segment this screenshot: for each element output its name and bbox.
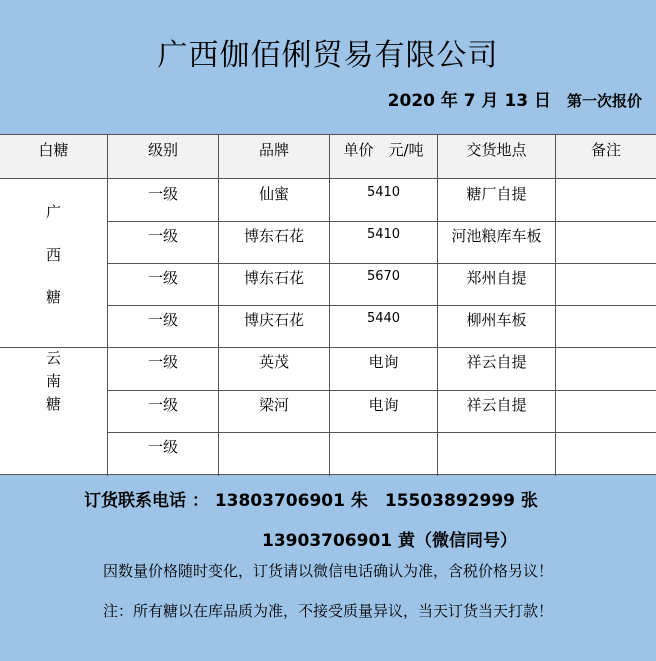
row-2-grade: 一级 [147,227,178,245]
quote-round: 第一次报价 [566,92,642,110]
row-1-place: 糖厂自提 [466,185,527,203]
row-2-place: 河池粮库车板 [451,227,542,245]
quote-dateline [388,86,642,111]
row-6-place: 祥云自提 [466,396,527,414]
row-4-grade: 一级 [147,311,178,329]
row-1-brand: 仙蜜 [258,185,289,203]
row-6-grade: 一级 [147,396,178,414]
row-3-brand: 博东石花 [243,269,304,287]
row-6-brand: 梁河 [258,396,289,414]
table-header [0,135,656,179]
price-table [0,134,656,475]
contact-phone-wechat: 13903706901 黄（微信同号） [262,531,518,551]
row-5-place: 祥云自提 [466,353,527,371]
header [0,0,656,134]
group-yunnan-char-3: 糖 [45,395,61,413]
col-remark: 备注 [590,141,621,159]
row-3-grade: 一级 [147,269,178,287]
col-grade: 级别 [147,141,178,159]
row-4-price: 5440 [366,311,401,326]
row-7-grade: 一级 [147,438,178,456]
group-guangxi-char-2: 西 [45,246,61,264]
row-5-brand: 英茂 [258,353,289,371]
row-3-price: 5670 [366,269,401,284]
quality-notice: 注：所有糖以在库品质为准，不接受质量异议，当天订货当天打款！ [102,602,553,620]
contact-phones: 订货联系电话 ： 13803706901 朱 15503892999 张 [84,491,538,511]
price-notice: 因数量价格随时变化，订货请以微信电话确认为准，含税价格另议！ [102,562,553,580]
col-price: 单价 元/吨 [343,141,424,159]
row-5-price: 电询 [368,353,399,371]
group-guangxi-char-1: 广 [45,203,61,221]
col-brand: 品牌 [258,141,289,159]
row-2-price: 5410 [366,227,401,242]
row-4-place: 柳州车板 [466,311,527,329]
row-3-place: 郑州自提 [466,269,527,287]
group-yunnan-char-1: 云 [45,349,61,367]
quote-date: 2020 年 7 月 13 日 [387,91,552,111]
footer [0,476,656,661]
row-6-price: 电询 [368,396,399,414]
col-place: 交货地点 [466,141,527,159]
row-2-brand: 博东石花 [243,227,304,245]
col-sugar: 白糖 [38,141,69,159]
group-guangxi-char-3: 糖 [45,288,61,306]
row-1-price: 5410 [366,185,401,200]
group-yunnan-char-2: 南 [45,372,61,390]
company-title: 广西伽佰俐贸易有限公司 [157,38,499,73]
row-5-grade: 一级 [147,353,178,371]
row-1-grade: 一级 [147,185,178,203]
row-4-brand: 博庆石花 [243,311,304,329]
